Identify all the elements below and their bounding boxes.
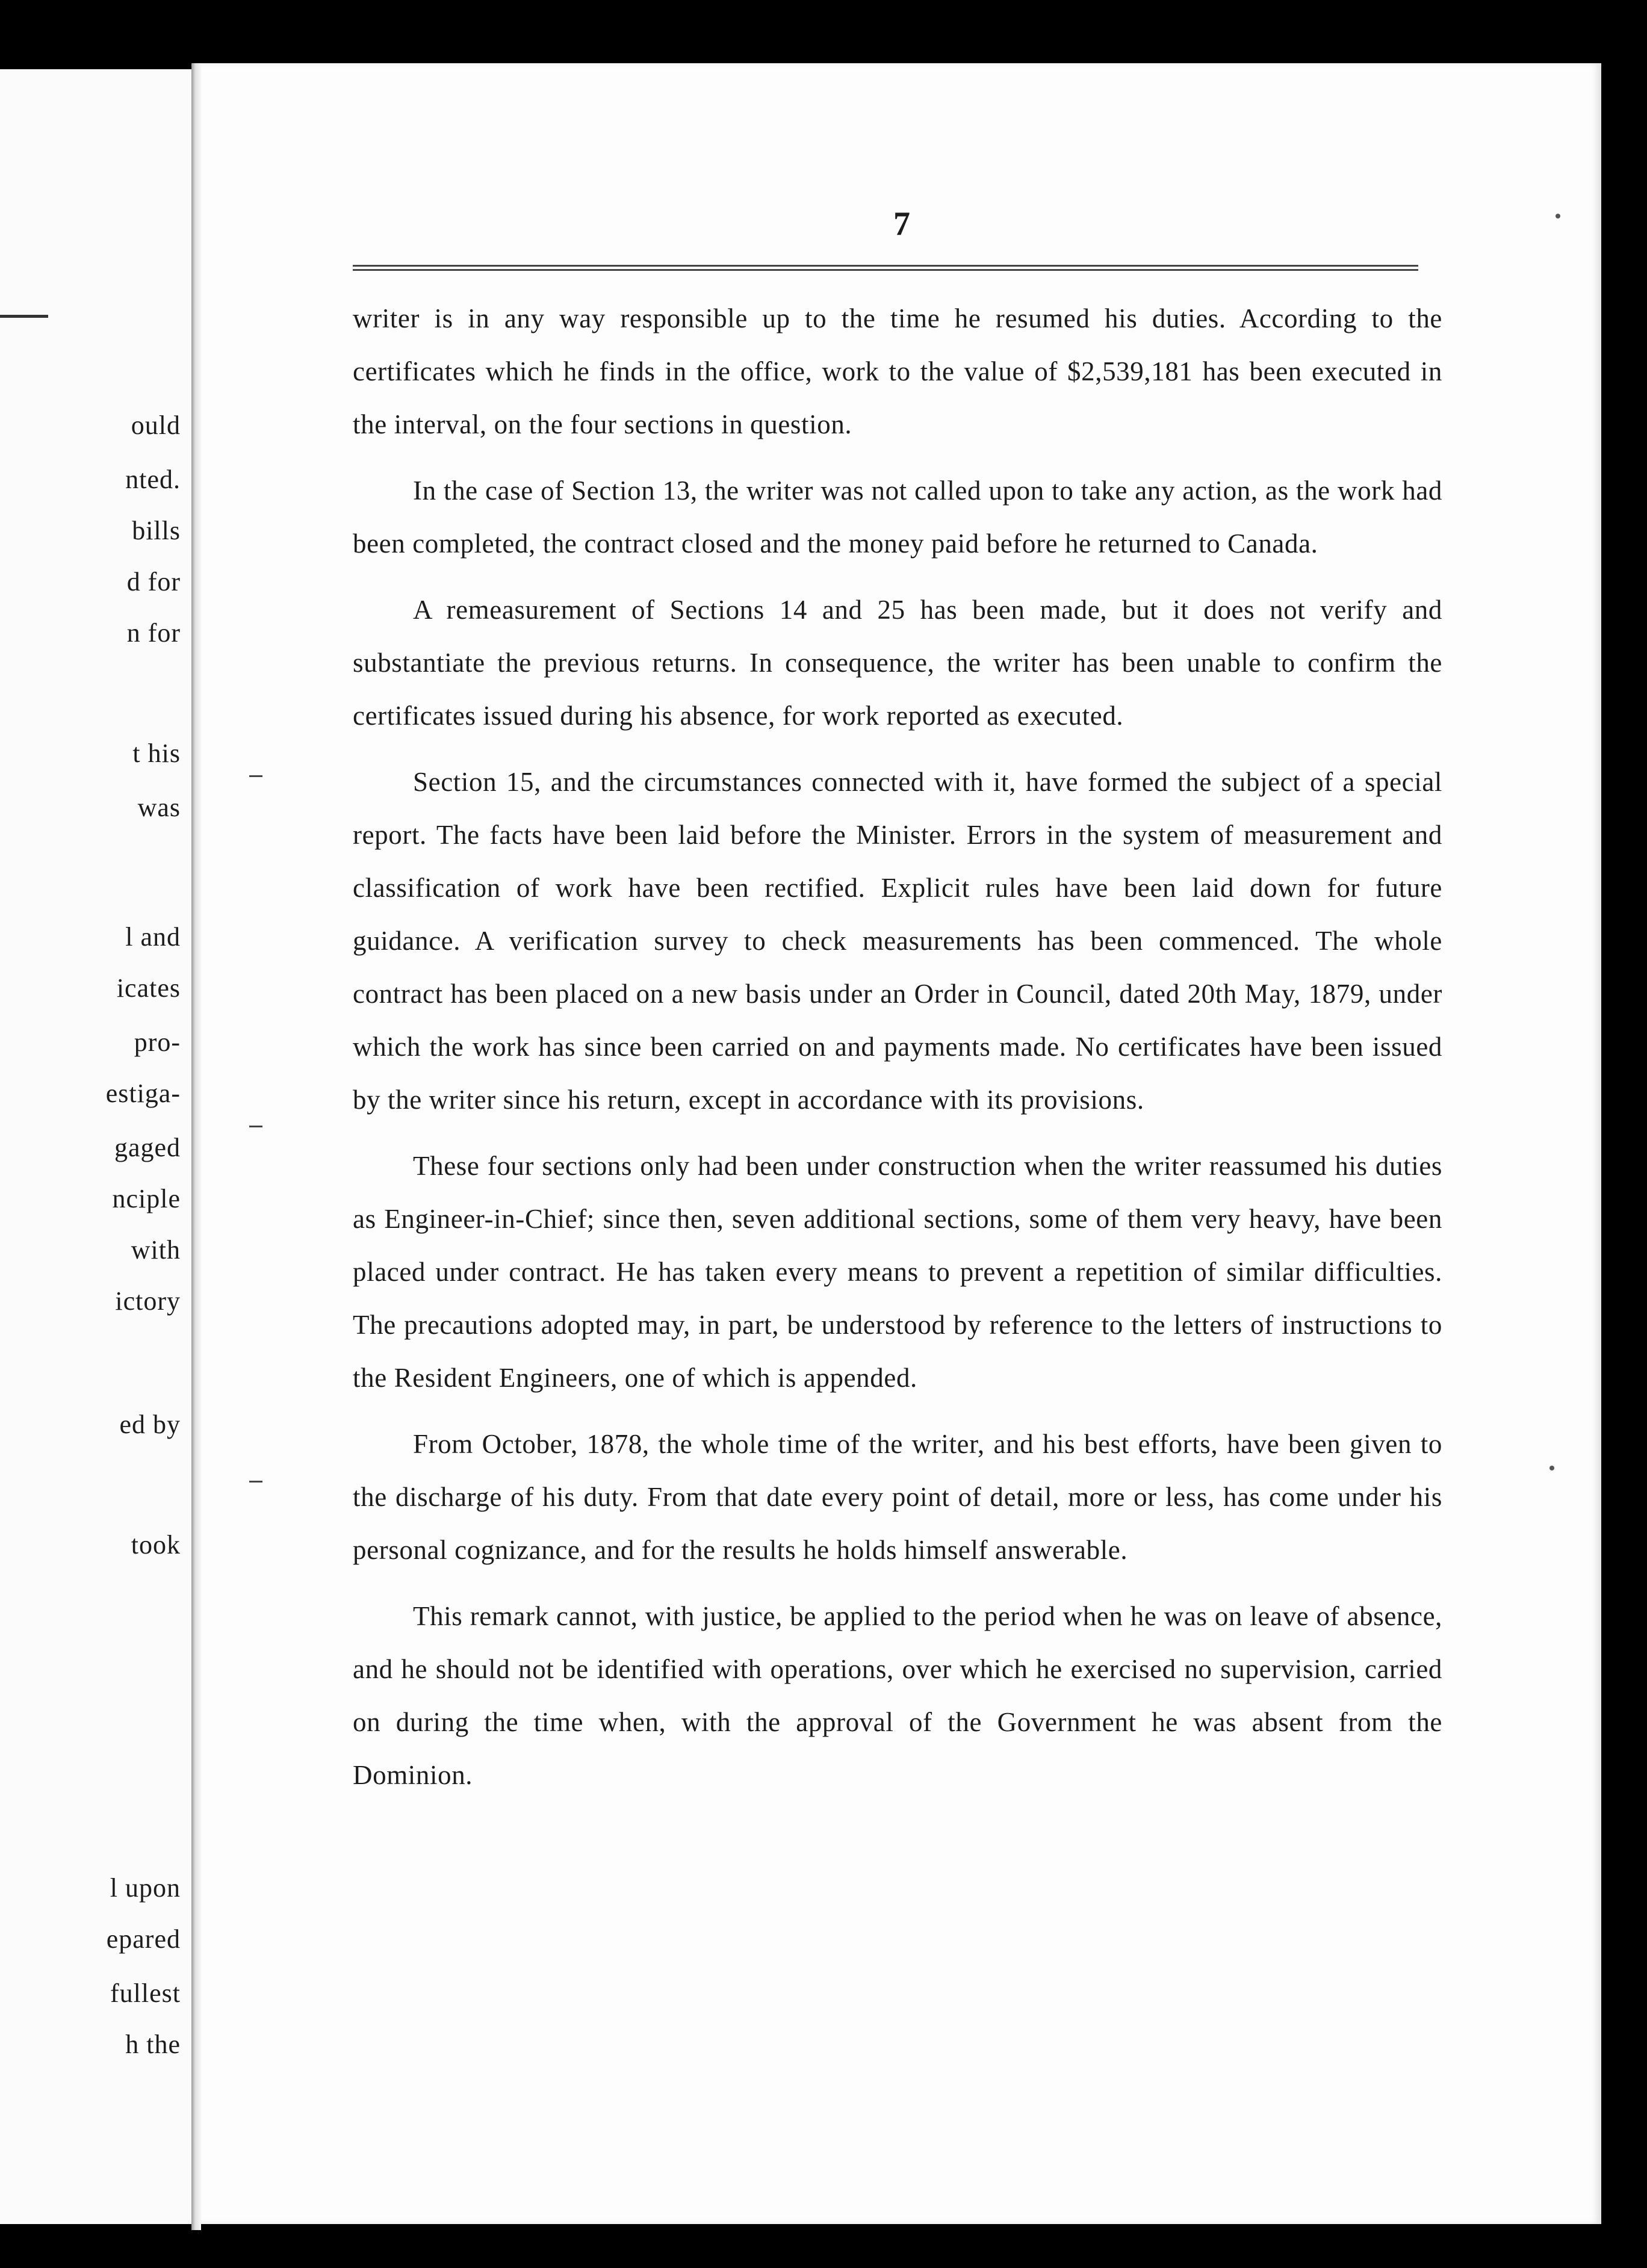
- left-line: estiga-: [105, 1079, 181, 1108]
- left-page-rule: [0, 315, 48, 318]
- left-page: [0, 69, 191, 2224]
- paragraph: From October, 1878, the whole time of the writer, and his best efforts, have been given to the discharge of his duty. From that date every point of detail, more or less, has come under his personal cognizance, and for the results he holds himself answerable.: [353, 1429, 1442, 1565]
- paragraph: In the case of Section 13, the writer was not called upon to take any action, as the work had been completed, the contract closed and the money paid before he returned to Canada.: [353, 476, 1442, 559]
- scan-speck: [1549, 1466, 1554, 1470]
- scan-speck: [1556, 214, 1560, 218]
- left-line: took: [131, 1530, 181, 1560]
- margin-mark: [249, 1481, 262, 1483]
- paragraph: A remeasurement of Sections 14 and 25 has been made, but it does not verify and substantiate the previous returns. In consequence, the writer has been unable to confirm the certificates issued during his absence, for work reported as executed.: [353, 595, 1442, 731]
- page-text: [353, 292, 1442, 1815]
- left-line: pro-: [134, 1027, 181, 1057]
- left-line: icates: [116, 973, 181, 1003]
- page-number: 7: [893, 205, 910, 243]
- left-line: h the: [125, 2030, 181, 2059]
- left-line: ed by: [119, 1410, 181, 1439]
- left-line: bills: [132, 516, 181, 545]
- paragraph: These four sections only had been under construction when the writer reassumed his duties as Engineer-in-Chief; since then, seven additional sections, some of them very heavy, have been placed under contract. He has taken every means to prevent a repetition of similar difficulties. The precautions adopted may, in part, be understood by reference to the letters of instructions to the Resident Engineers, one of which is appended.: [353, 1151, 1442, 1393]
- left-line: epared: [106, 1924, 181, 1954]
- left-line: with: [131, 1235, 181, 1265]
- left-line: ould: [131, 411, 181, 440]
- left-line: ictory: [115, 1286, 181, 1316]
- left-line: gaged: [114, 1133, 181, 1162]
- left-line: l and: [125, 922, 181, 952]
- left-line: n for: [126, 618, 181, 648]
- margin-mark: [249, 1126, 262, 1127]
- left-line: t his: [132, 739, 181, 768]
- book-gutter: [191, 63, 201, 2230]
- left-line: was: [137, 793, 181, 822]
- paragraph: This remark cannot, with justice, be applied to the period when he was on leave of absence, and he should not be identified with operations, over which he exercised no supervision, carried on during the time when, with the approval of the Government he was absent from the Dominion.: [353, 1601, 1442, 1790]
- left-line: nciple: [112, 1184, 181, 1213]
- left-line: nted.: [125, 465, 181, 494]
- left-line: fullest: [110, 1978, 181, 2008]
- header-rule: [353, 265, 1418, 271]
- left-line: l upon: [110, 1873, 181, 1903]
- left-line: d for: [126, 567, 181, 596]
- paragraph: Section 15, and the circumstances connected with it, have formed the subject of a special report. The facts have been laid before the Minister. Errors in the system of measurement and classification of work have been rectified. Explicit rules have been laid down for future guidance. A verification survey to check measurements has been commenced. The whole contract has been placed on a new basis under an Order in Council, dated 20th May, 1879, under which the work has since been carried on and payments made. No certificates have been issued by the writer since his return, except in accordance with its provisions.: [353, 767, 1442, 1115]
- margin-mark: [249, 775, 262, 777]
- paragraph: writer is in any way responsible up to the time he resumed his duties. According to the certificates which he finds in the office, work to the value of $2,539,181 has been executed in the interval, on the four sections in question.: [353, 303, 1442, 439]
